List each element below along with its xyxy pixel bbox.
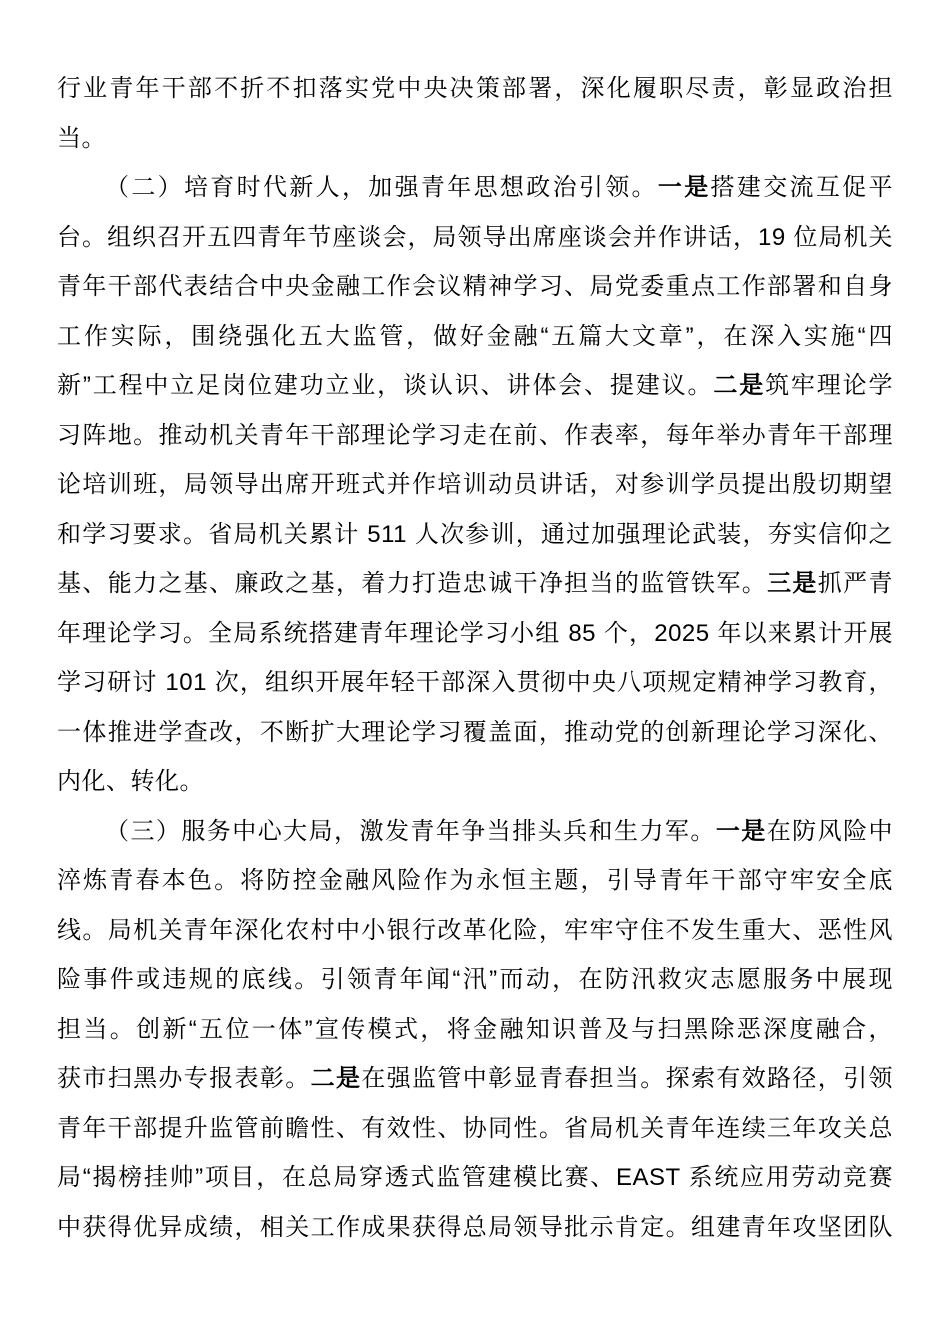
text-line — [57, 114, 893, 164]
text-line — [57, 757, 893, 807]
text-line — [57, 361, 893, 411]
text-run: 和学习要求。省局机关累计 511 人次参训，通过加强理论武装，夯实信仰之 — [57, 520, 893, 548]
text-run: 工作实际，围绕强化五大监管，做好金融“五篇大文章”，在深入实施“四 — [57, 322, 893, 350]
text-line — [57, 1054, 893, 1104]
text-run: 论培训班，局领导出席开班式并作培训动员讲话，对参训学员提出殷切期望 — [57, 471, 893, 498]
text-line — [57, 1104, 893, 1154]
text-run: 内化、转化。 — [57, 768, 204, 795]
text-run: （三）服务中心大局，激发青年争当排头兵和生力军。 — [105, 817, 716, 845]
text-run: 抓严青 — [817, 570, 893, 597]
text-run: 青年干部代表结合中央金融工作会议精神学习、局党委重点工作部署和自身 — [57, 273, 893, 300]
text-line — [57, 609, 893, 659]
text-run: 学习研讨 101 次，组织开展年轻干部深入贯彻中央八项规定精神学习教育， — [57, 669, 893, 696]
text-line — [57, 510, 893, 560]
text-run: 台。组织召开五四青年节座谈会，局领导出席座谈会并作讲话，19 位局机关 — [57, 223, 893, 251]
bold-run: 一是 — [715, 817, 767, 845]
text-line — [57, 1203, 893, 1253]
text-run: 行业青年干部不折不扣落实党中央决策部署，深化履职尽责，彰显政治担 — [57, 75, 893, 102]
text-line — [57, 460, 893, 510]
text-run: 获市扫黑办专报表彰。 — [57, 1065, 311, 1092]
text-line — [57, 1005, 893, 1055]
text-run: 淬炼青春本色。将防控金融风险作为永恒主题，引导青年干部守牢安全底 — [57, 867, 893, 894]
text-run: 线。局机关青年深化农村中小银行改革化险，牢牢守住不发生重大、恶性风 — [57, 916, 893, 944]
text-run: 搭建交流互促平 — [710, 174, 894, 201]
text-line — [57, 708, 893, 758]
text-run: （二）培育时代新人，加强青年思想政治引领。 — [105, 174, 658, 201]
text-line — [57, 64, 893, 114]
text-line — [57, 213, 893, 263]
bold-run: 二是 — [713, 372, 766, 399]
text-run: 在防风险中 — [766, 817, 894, 845]
text-run: 筑牢理论学 — [765, 372, 893, 399]
text-line — [57, 906, 893, 956]
text-line — [57, 856, 893, 906]
bold-run: 一是 — [657, 174, 711, 201]
bold-run: 三是 — [767, 570, 818, 597]
text-run: 新”工程中立足岗位建功立业，谈认识、讲体会、提建议。 — [57, 372, 714, 399]
text-run: 险事件或违规的底线。引领青年闻“汛”而动，在防汛救灾志愿服务中展现 — [57, 966, 893, 993]
text-run: 局“揭榜挂帅”项目，在总局穿透式监管建模比赛、EAST 系统应用劳动竞赛 — [57, 1164, 893, 1191]
document-text — [57, 64, 893, 1252]
text-run: 青年干部提升监管前瞻性、有效性、协同性。省局机关青年连续三年攻关总 — [57, 1114, 893, 1142]
text-line — [57, 411, 893, 461]
text-line — [57, 262, 893, 312]
text-line — [57, 1153, 893, 1203]
text-run: 一体推进学查改，不断扩大理论学习覆盖面，推动党的创新理论学习深化、 — [57, 718, 893, 746]
text-line — [57, 559, 893, 609]
text-run: 担当。创新“五位一体”宣传模式，将金融知识普及与扫黑除恶深度融合， — [57, 1015, 893, 1043]
text-run: 中获得优异成绩，相关工作成果获得总局领导批示肯定。组建青年攻坚团队 — [57, 1213, 893, 1241]
text-line — [57, 955, 893, 1005]
text-run: 基、能力之基、廉政之基，着力打造忠诚干净担当的监管铁军。 — [57, 570, 768, 597]
text-line — [57, 807, 893, 857]
bold-run: 二是 — [310, 1065, 362, 1092]
text-line — [57, 658, 893, 708]
text-run: 习阵地。推动机关青年干部理论学习走在前、作表率，每年举办青年干部理 — [57, 421, 893, 449]
text-line — [57, 312, 893, 362]
text-run: 当。 — [57, 124, 106, 152]
text-run: 在强监管中彰显青春担当。探索有效路径，引领 — [361, 1065, 893, 1092]
text-run: 年理论学习。全局系统搭建青年理论学习小组 85 个，2025 年以来累计开展 — [57, 619, 893, 647]
text-line — [57, 163, 893, 213]
